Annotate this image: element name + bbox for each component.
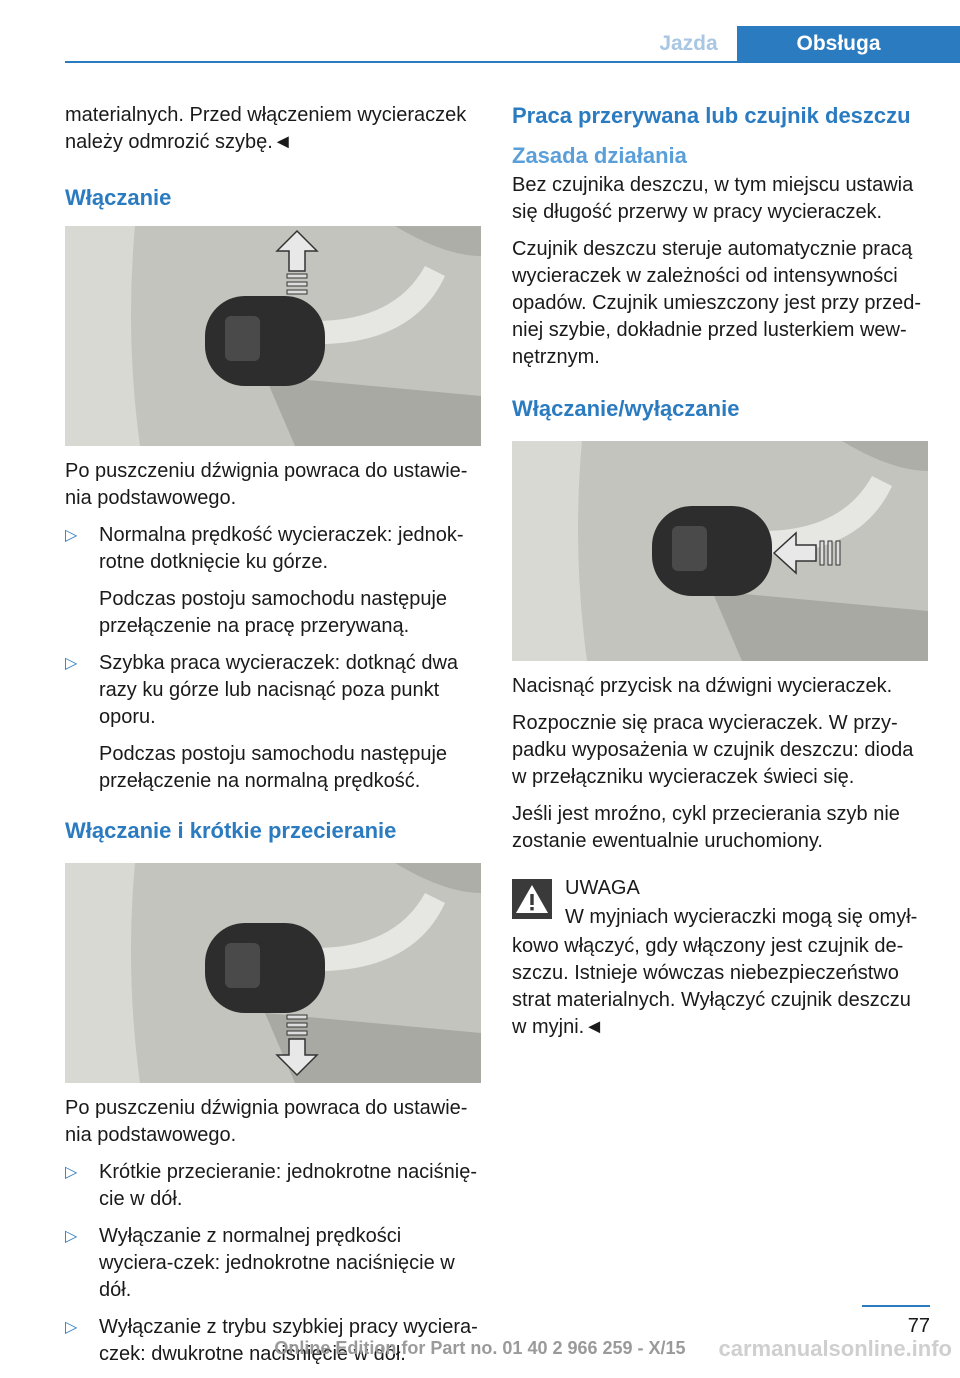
triangle-bullet-icon: ▷ [65, 655, 78, 672]
warning-title: UWAGA [565, 877, 640, 899]
right-column [512, 102, 930, 1051]
watermark: carmanualsonline.info [718, 1336, 952, 1361]
after-figure2-text: Po puszczeniu dźwignia powraca do ustawie‐nia podstawowego. [65, 1097, 468, 1146]
list-item-text: Wyłączanie z trybu szybkiej pracy wyciera‐czek: dwukrotne naciśnięcie w dół. [99, 1316, 478, 1365]
edition-text: Online Edition for Part no. 01 40 2 966 259 - X/15 [274, 1338, 686, 1358]
list-item-note: Podczas postoju samochodu następuje przełączenie na pracę przerywaną. [99, 588, 448, 637]
list-item-note: Podczas postoju samochodu następuje przełączenie na normalną prędkość. [99, 743, 448, 792]
tab-obsluga[interactable]: Obsługa [737, 26, 960, 62]
list-item [65, 1159, 481, 1213]
header-rule [65, 61, 960, 63]
paragraph-3: Nacisnąć przycisk na dźwigni wycieraczek. [512, 675, 893, 697]
list-item [65, 650, 481, 795]
list-item-text: Normalna prędkość wycieraczek: jednok‐rotne dotknięcie ku górze. [99, 524, 464, 573]
tab-jazda[interactable]: Jazda [659, 32, 718, 55]
figure-lever-down [65, 863, 481, 1083]
list-item-text: Szybka praca wycieraczek: dotknąć dwa razy ku górze lub nacisnąć poza punkt oporu. [99, 652, 459, 728]
page-number: 77 [907, 1315, 930, 1337]
triangle-bullet-icon: ▷ [65, 527, 78, 544]
heading-wlaczanie: Włączanie [65, 185, 172, 210]
heading-krotkie-przecieranie: Włączanie i krótkie przecieranie [65, 818, 397, 843]
list-item-text: Krótkie przecieranie: jednokrotne naciśnię‐cie w dół. [99, 1161, 477, 1210]
paragraph-4: Rozpocznie się praca wycieraczek. W przy‐padku wyposażenia w czujnik deszczu: dioda w przełączniku wycieraczek świeci się. [512, 712, 914, 788]
paragraph-2: Czujnik deszczu steruje automatycznie pracą wycieraczek w zależności od intensywności opadów. Czujnik umieszczony jest przy przed‐niej szybie, dokładnie przed lusterkiem wew‐nętrznym. [512, 238, 922, 368]
list-item [65, 1223, 481, 1304]
footer-rule [862, 1305, 930, 1307]
after-figure1-text: Po puszczeniu dźwignia powraca do ustawie‐nia podstawowego. [65, 460, 468, 509]
heading-praca-przerywana: Praca przerywana lub czujnik deszczu [512, 103, 911, 128]
figure-lever-button [512, 441, 928, 661]
warning-body: kowo włączyć, gdy włączony jest czujnik de‐szczu. Istnieje wówczas niebezpieczeństwo strat materialnych. Wyłączyć czujnik deszczu w myjni.◄ [512, 935, 911, 1038]
triangle-bullet-icon: ▷ [65, 1228, 78, 1245]
triangle-bullet-icon: ▷ [65, 1164, 78, 1181]
paragraph-1: Bez czujnika deszczu, w tym miejscu ustawia się długość przerwy w pracy wycieraczek. [512, 174, 914, 223]
list-item [65, 522, 481, 640]
warning-first-line: W myjniach wycieraczki mogą się omył‐ [565, 906, 918, 928]
heading-zasada-dzialania: Zasada działania [512, 143, 687, 168]
figure-lever-up [65, 226, 481, 446]
list-item-text: Wyłączanie z normalnej prędkości wyciera‐czek: jednokrotne naciśnięcie w dół. [99, 1225, 455, 1301]
triangle-bullet-icon: ▷ [65, 1319, 78, 1336]
left-column [65, 102, 481, 1378]
paragraph-5: Jeśli jest mroźno, cykl przecierania szyb nie zostanie ewentualnie uruchomiony. [512, 803, 900, 852]
warning-triangle-icon [512, 879, 552, 919]
heading-wlaczanie-wylaczanie: Włączanie/wyłączanie [512, 396, 740, 421]
warning-box [512, 875, 930, 1041]
intro-text: materialnych. Przed włączeniem wycieraczek należy odmrozić szybę.◄ [65, 104, 467, 153]
list-wlaczanie [65, 522, 481, 795]
list-krotkie [65, 1159, 481, 1368]
